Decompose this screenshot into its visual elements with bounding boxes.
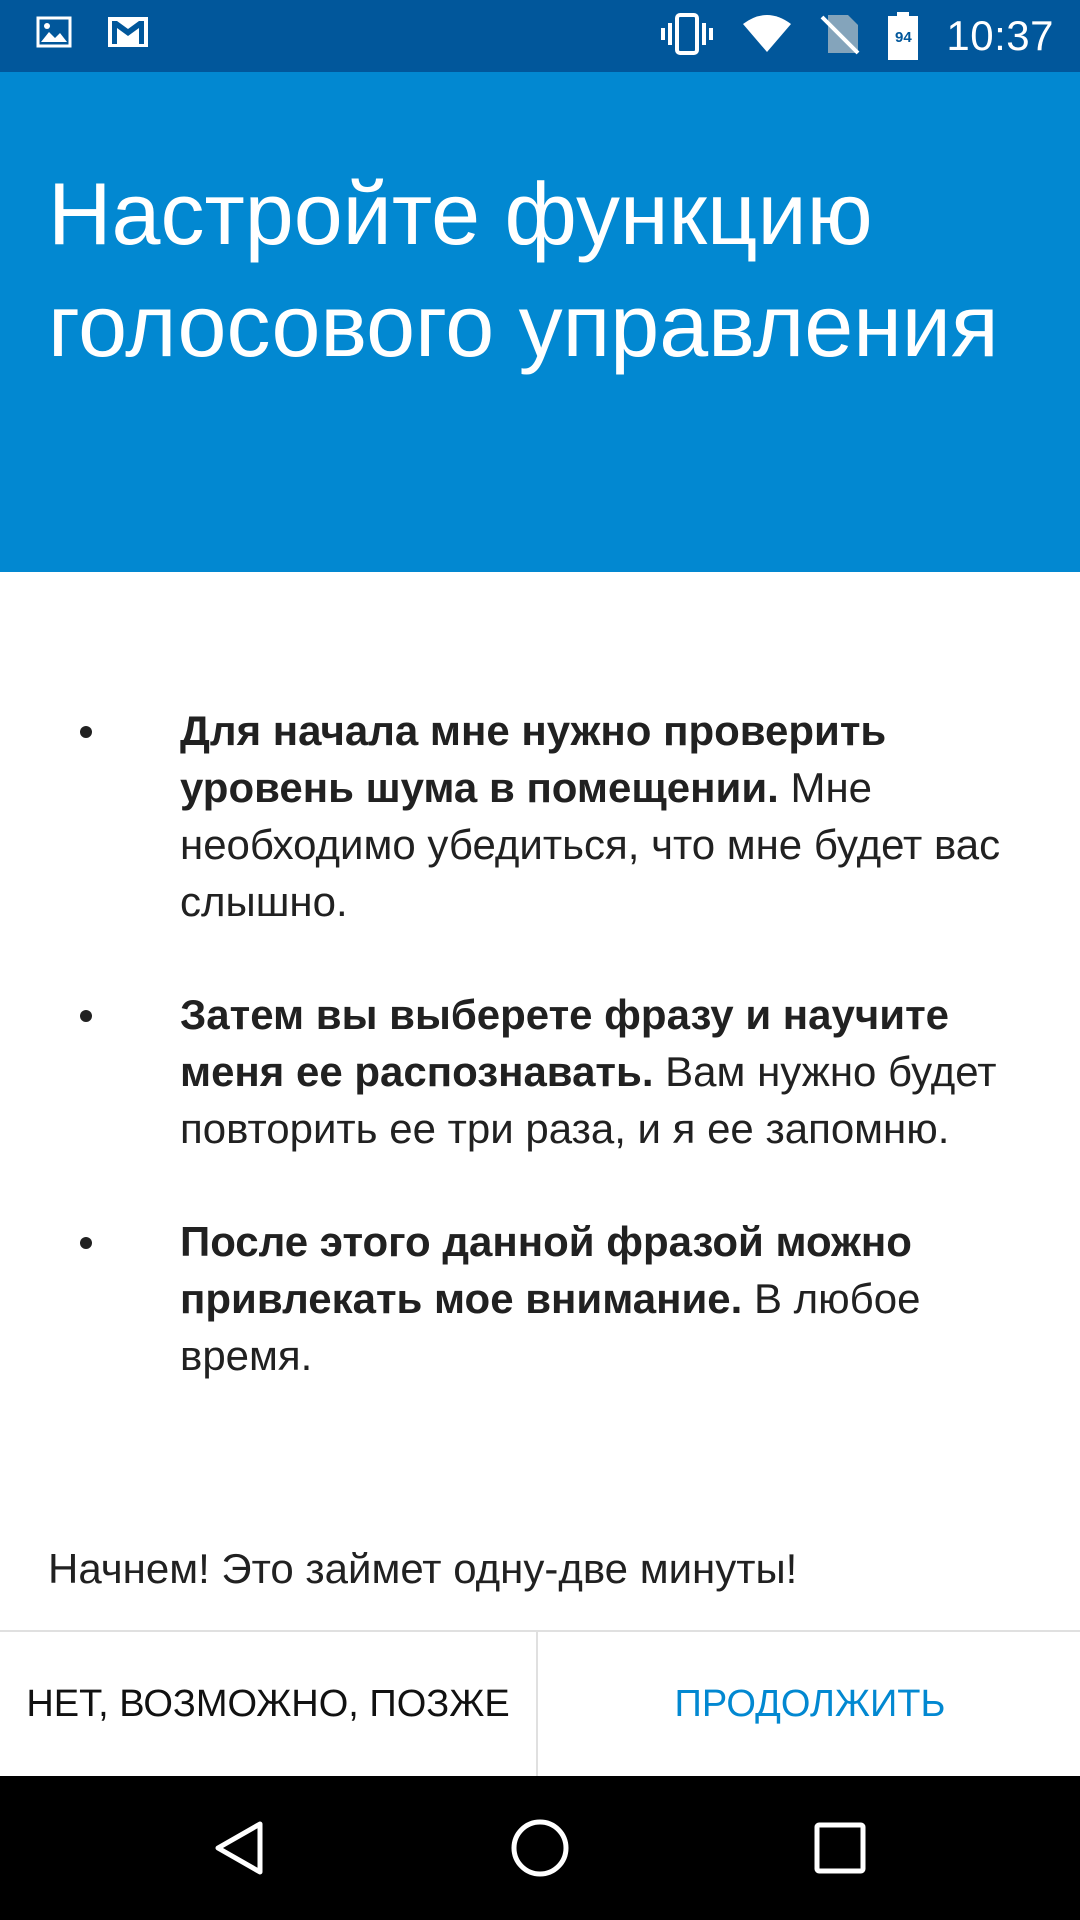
step-bold-text: Для начала мне нужно проверить уровень шума в помещении. xyxy=(180,707,887,811)
battery-level: 94 xyxy=(895,29,912,46)
back-icon[interactable] xyxy=(204,1812,276,1884)
step-text: В любое время. xyxy=(180,1275,921,1379)
no-sim-icon xyxy=(820,13,860,60)
notification-icons xyxy=(36,16,149,53)
clock: 10:37 xyxy=(946,12,1054,59)
later-button[interactable]: НЕТ, ВОЗМОЖНО, ПОЗЖЕ xyxy=(0,1632,538,1776)
system-icons xyxy=(660,0,1054,72)
steps-list xyxy=(0,702,1080,1440)
step-text: Вам нужно будет повторить ее три раза, и я ее запомню. xyxy=(180,1048,997,1152)
vibrate-icon xyxy=(660,13,714,60)
step-bold-text: Затем вы выберете фразу и научите меня ее распознавать. xyxy=(180,991,950,1095)
wifi-icon xyxy=(742,14,792,59)
navigation-bar xyxy=(0,1776,1080,1920)
list-item xyxy=(0,702,1080,930)
bullet-icon xyxy=(80,1010,92,1022)
step-text: Мне необходимо убедиться, что мне будет вас слышно. xyxy=(180,764,1001,925)
image-icon xyxy=(36,16,72,53)
button-bar xyxy=(0,1630,1080,1776)
step-bold-text: После этого данной фразой можно привлекать мое внимание. xyxy=(180,1218,912,1322)
start-message: Начнем! Это займет одну-две минуты! xyxy=(48,1545,798,1592)
gmail-icon xyxy=(107,16,149,53)
continue-button[interactable]: ПРОДОЛЖИТЬ xyxy=(540,1632,1080,1776)
list-item xyxy=(0,986,1080,1157)
bullet-icon xyxy=(80,1237,92,1249)
battery-icon xyxy=(888,12,918,60)
list-item xyxy=(0,1213,1080,1384)
recents-icon[interactable] xyxy=(804,1812,876,1884)
page-title: Настройте функцию голосового управления xyxy=(48,164,999,375)
home-icon[interactable] xyxy=(504,1812,576,1884)
status-bar xyxy=(0,0,1080,72)
bullet-icon xyxy=(80,726,92,738)
header-banner xyxy=(0,72,1080,572)
